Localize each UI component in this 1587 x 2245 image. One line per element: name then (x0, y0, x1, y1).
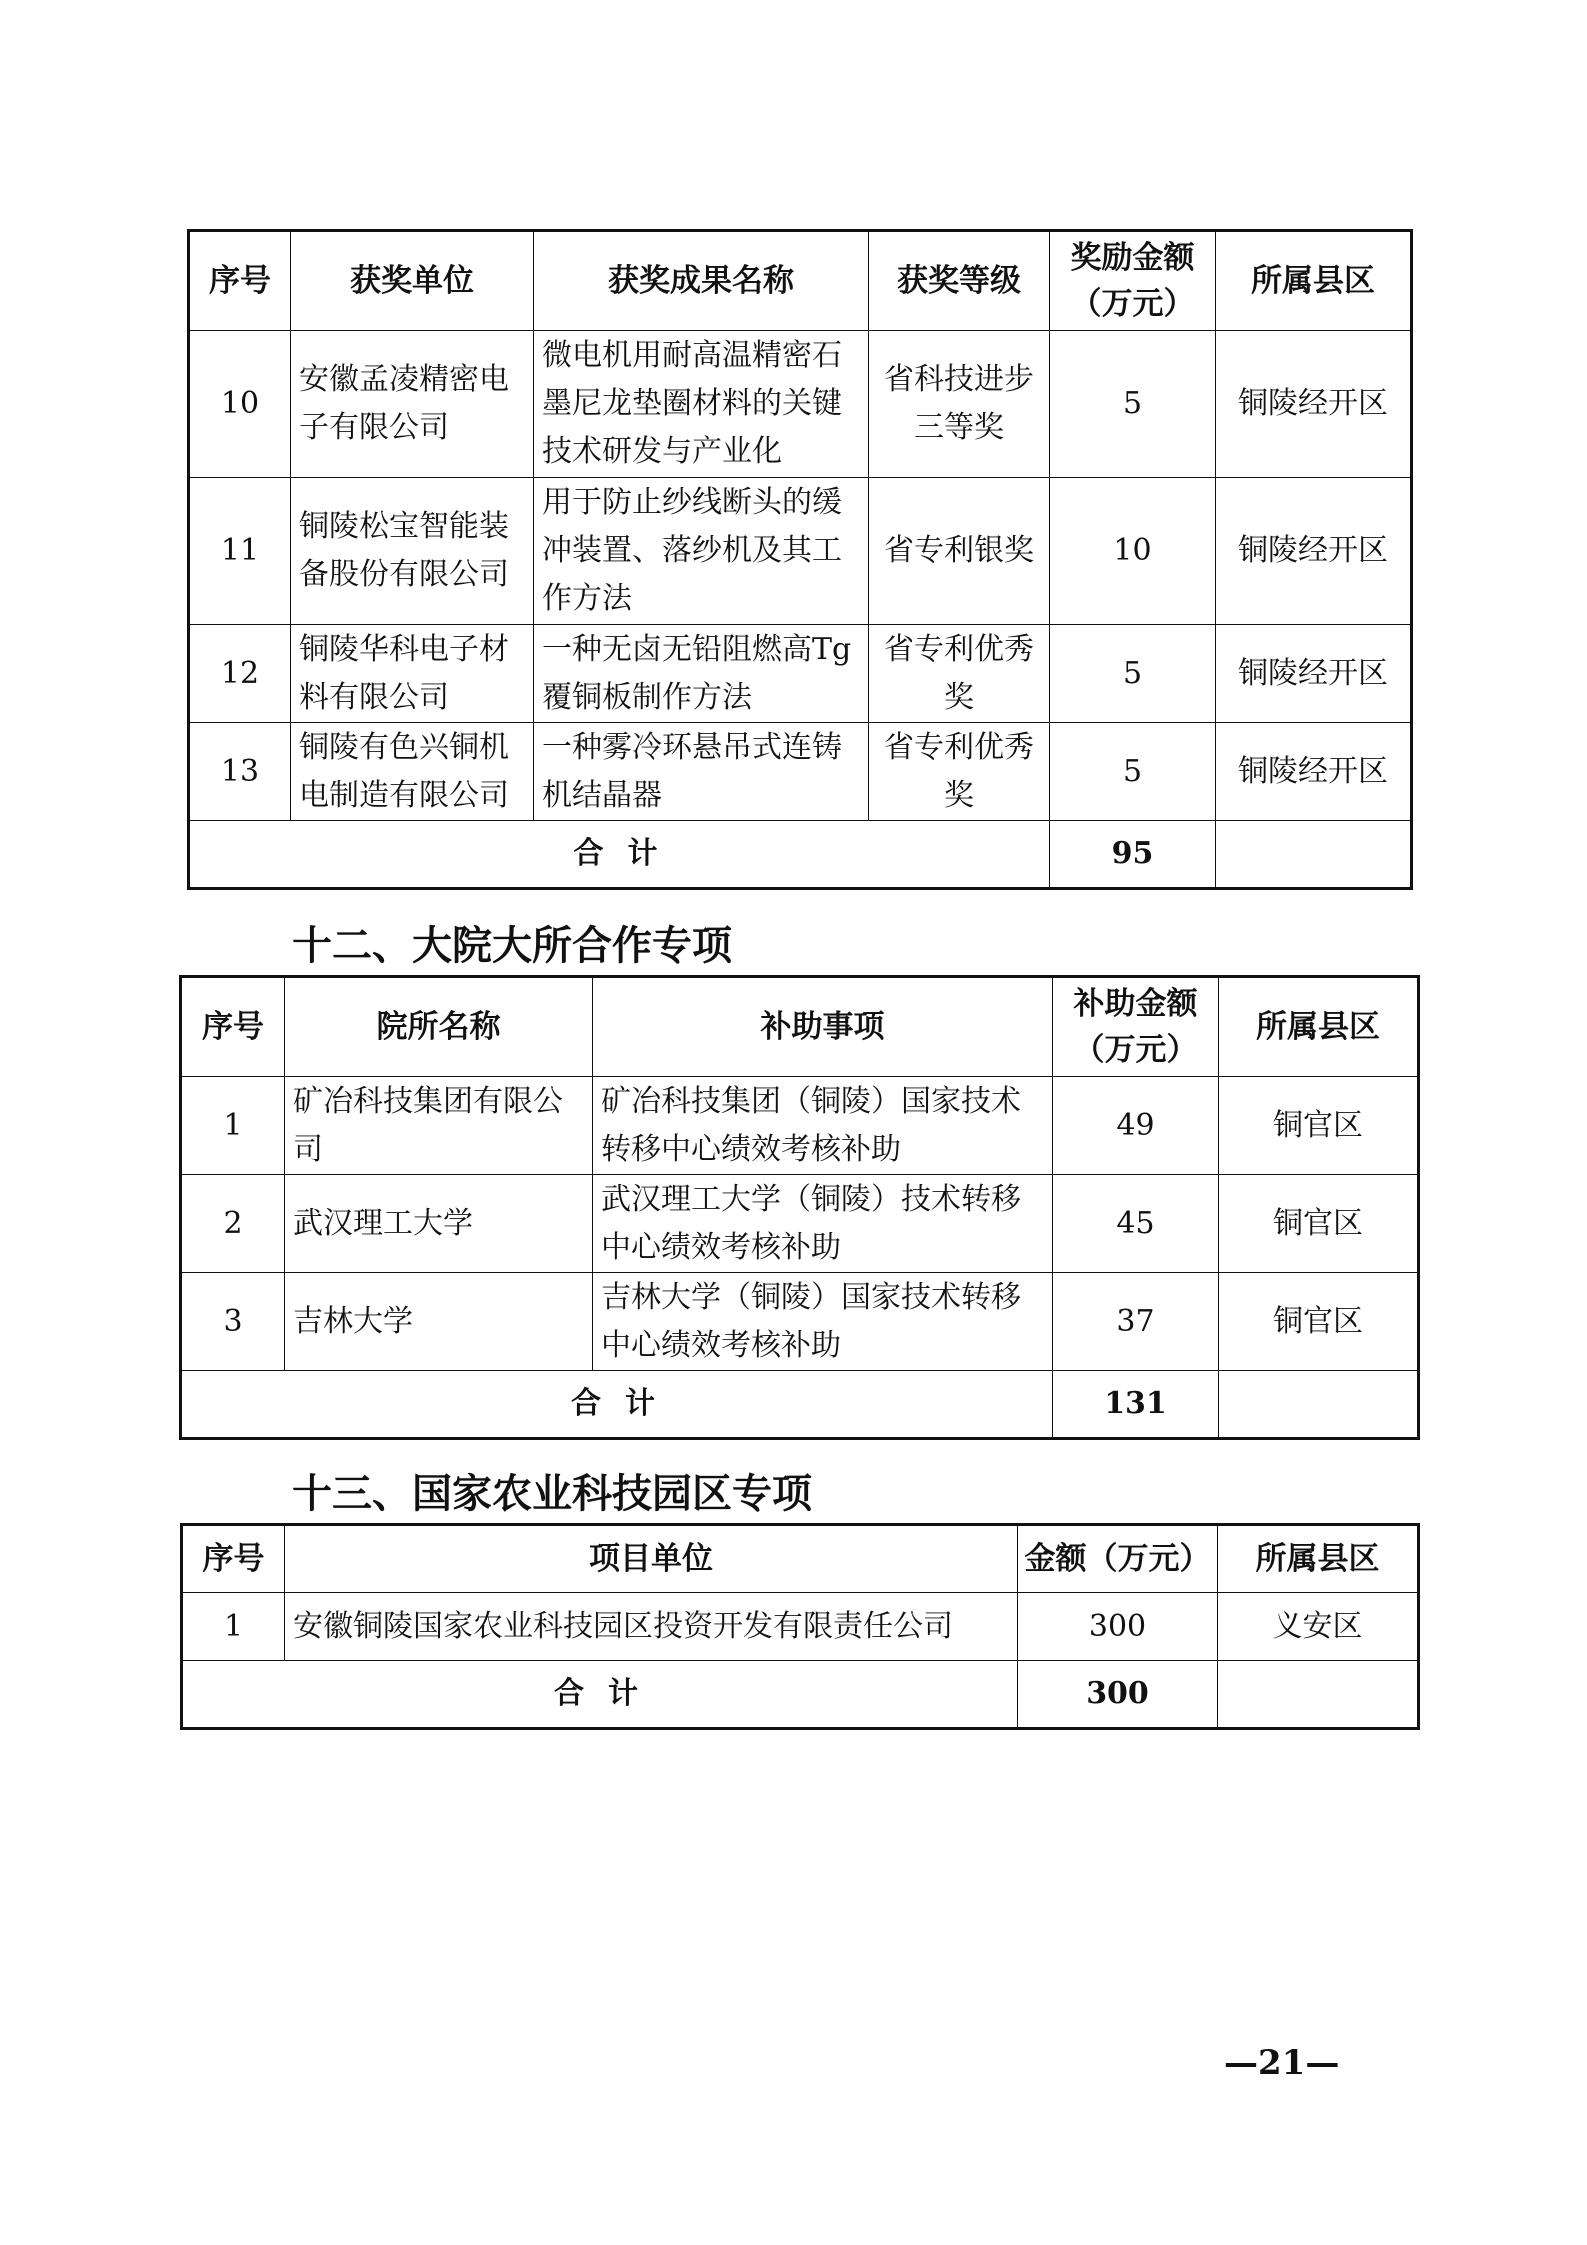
cell-amount: 5 (1050, 331, 1216, 478)
cell-level: 省专利银奖 (869, 478, 1050, 625)
total-empty (1219, 1371, 1419, 1439)
cell-amount: 49 (1053, 1077, 1219, 1175)
cell-level: 省专利优秀奖 (869, 723, 1050, 821)
table-row (181, 1077, 1419, 1175)
header-achievement: 获奖成果名称 (534, 231, 869, 331)
total-empty (1218, 1661, 1419, 1729)
cell-amount: 5 (1050, 625, 1216, 723)
cell-amount: 45 (1053, 1175, 1219, 1273)
section-12-table (179, 975, 1420, 1440)
total-value: 95 (1050, 821, 1216, 889)
table-row (181, 1175, 1419, 1273)
total-row (182, 1661, 1419, 1729)
cell-district: 铜陵经开区 (1216, 478, 1412, 625)
cell-amount: 5 (1050, 723, 1216, 821)
cell-subsidy-item: 武汉理工大学（铜陵）技术转移中心绩效考核补助 (593, 1175, 1053, 1273)
cell-achievement: 一种雾冷环悬吊式连铸机结晶器 (534, 723, 869, 821)
table-row (181, 1273, 1419, 1371)
cell-seq: 11 (189, 478, 291, 625)
cell-district: 铜陵经开区 (1216, 723, 1412, 821)
header-seq: 序号 (182, 1525, 285, 1593)
table-row (189, 331, 1412, 478)
cell-seq: 3 (181, 1273, 285, 1371)
awards-table (187, 229, 1413, 890)
table-row (189, 625, 1412, 723)
header-level: 获奖等级 (869, 231, 1050, 331)
table-row (189, 723, 1412, 821)
cell-achievement: 微电机用耐高温精密石墨尼龙垫圈材料的关键技术研发与产业化 (534, 331, 869, 478)
cell-level: 省专利优秀奖 (869, 625, 1050, 723)
cell-district: 铜陵经开区 (1216, 331, 1412, 478)
cell-level: 省科技进步三等奖 (869, 331, 1050, 478)
total-label: 合计 (182, 1661, 1018, 1729)
cell-district: 铜官区 (1219, 1077, 1419, 1175)
cell-subsidy-item: 矿冶科技集团（铜陵）国家技术转移中心绩效考核补助 (593, 1077, 1053, 1175)
cell-seq: 13 (189, 723, 291, 821)
cell-achievement: 用于防止纱线断头的缓冲装置、落纱机及其工作方法 (534, 478, 869, 625)
cell-amount: 10 (1050, 478, 1216, 625)
cell-project-unit: 安徽铜陵国家农业科技园区投资开发有限责任公司 (285, 1593, 1018, 1661)
cell-district: 铜官区 (1219, 1273, 1419, 1371)
cell-achievement: 一种无卤无铅阻燃高Tg 覆铜板制作方法 (534, 625, 869, 723)
section-13-table (180, 1523, 1420, 1730)
page-number: —21— (1224, 2043, 1340, 2083)
table-row (182, 1593, 1419, 1661)
header-seq: 序号 (189, 231, 291, 331)
header-amount: 金额（万元） (1018, 1525, 1218, 1593)
header-district: 所属县区 (1216, 231, 1412, 331)
header-project-unit: 项目单位 (285, 1525, 1018, 1593)
header-district: 所属县区 (1218, 1525, 1419, 1593)
cell-institute: 吉林大学 (285, 1273, 593, 1371)
cell-unit: 铜陵华科电子材料有限公司 (291, 625, 534, 723)
cell-unit: 安徽孟凌精密电子有限公司 (291, 331, 534, 478)
header-subsidy-amount: 补助金额（万元） (1053, 977, 1219, 1077)
cell-amount: 300 (1018, 1593, 1218, 1661)
cell-seq: 12 (189, 625, 291, 723)
cell-unit: 铜陵松宝智能装备股份有限公司 (291, 478, 534, 625)
total-label: 合计 (189, 821, 1050, 889)
header-unit: 获奖单位 (291, 231, 534, 331)
cell-seq: 10 (189, 331, 291, 478)
cell-district: 义安区 (1218, 1593, 1419, 1661)
header-subsidy-item: 补助事项 (593, 977, 1053, 1077)
cell-subsidy-item: 吉林大学（铜陵）国家技术转移中心绩效考核补助 (593, 1273, 1053, 1371)
cell-seq: 1 (182, 1593, 285, 1661)
total-value: 131 (1053, 1371, 1219, 1439)
total-empty (1216, 821, 1412, 889)
header-district: 所属县区 (1219, 977, 1419, 1077)
total-label: 合计 (181, 1371, 1053, 1439)
table-row (189, 478, 1412, 625)
total-value: 300 (1018, 1661, 1218, 1729)
cell-district: 铜陵经开区 (1216, 625, 1412, 723)
total-row (189, 821, 1412, 889)
cell-seq: 2 (181, 1175, 285, 1273)
header-institute: 院所名称 (285, 977, 593, 1077)
cell-institute: 武汉理工大学 (285, 1175, 593, 1273)
section-12-title: 十二、大院大所合作专项 (292, 923, 732, 969)
section-13-title: 十三、国家农业科技园区专项 (292, 1471, 812, 1517)
cell-unit: 铜陵有色兴铜机电制造有限公司 (291, 723, 534, 821)
header-seq: 序号 (181, 977, 285, 1077)
total-row (181, 1371, 1419, 1439)
header-amount: 奖励金额（万元） (1050, 231, 1216, 331)
cell-institute: 矿冶科技集团有限公司 (285, 1077, 593, 1175)
cell-seq: 1 (181, 1077, 285, 1175)
cell-amount: 37 (1053, 1273, 1219, 1371)
cell-district: 铜官区 (1219, 1175, 1419, 1273)
